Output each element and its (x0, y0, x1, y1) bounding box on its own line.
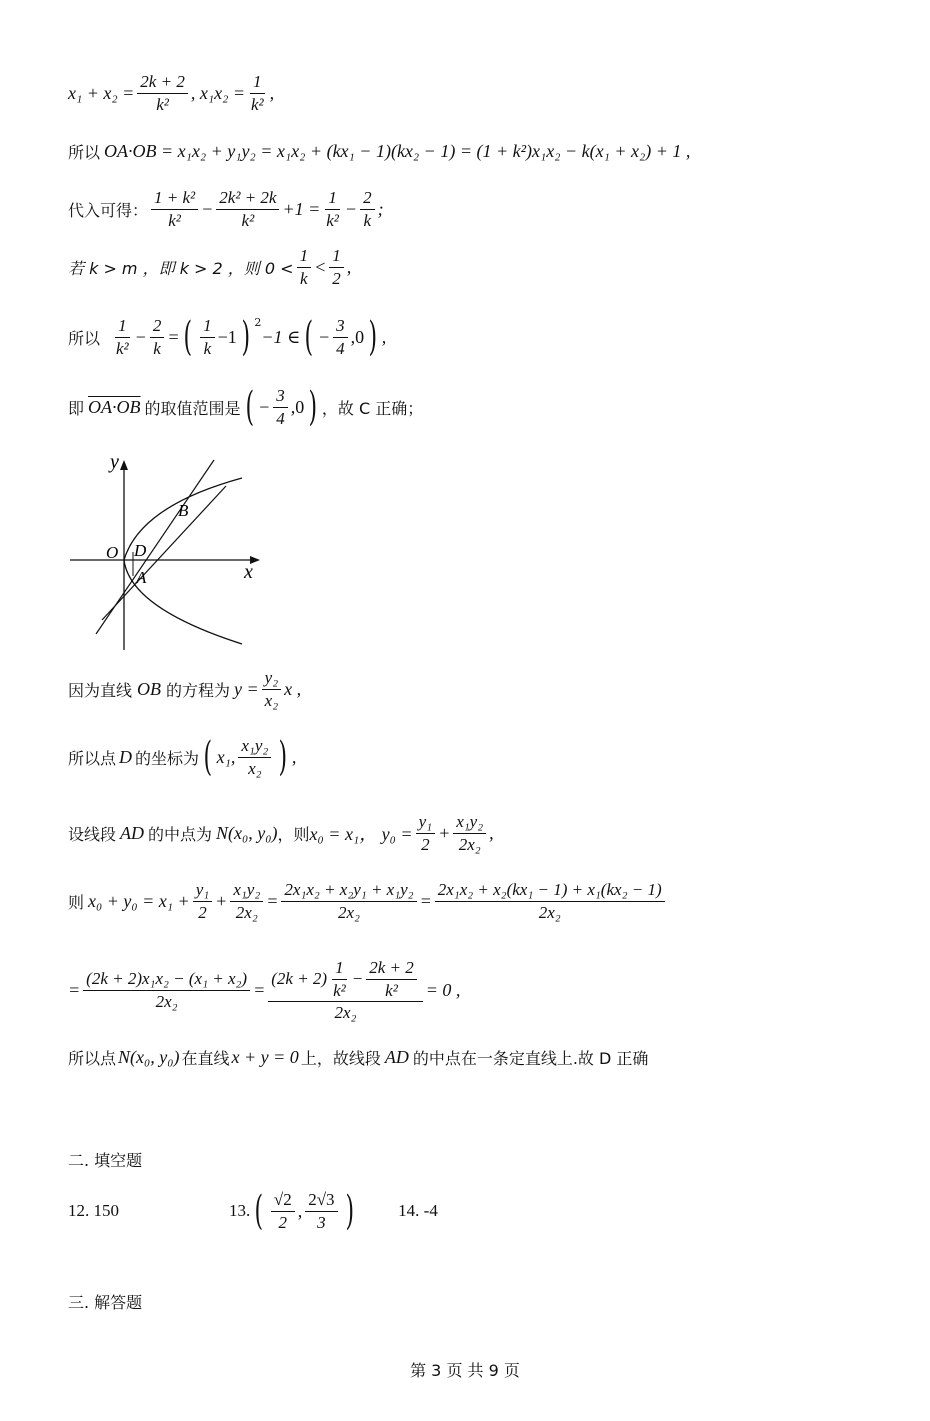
text: 设线段 (68, 824, 117, 844)
fraction: $\frac{2}{k}$ (360, 188, 375, 230)
text: 所以 (68, 328, 101, 348)
label-y: y (110, 451, 119, 473)
answer-12: 12. 150 (68, 1201, 119, 1221)
fraction: $\frac{\text{x₁y₂}}{\text{x₂}}$ (238, 736, 271, 778)
fraction: $\frac{1}{k}$ (297, 246, 312, 288)
fraction: $\frac{3}{4}$ (333, 316, 348, 358)
fraction: $\frac{2√3}{3}$ (305, 1190, 337, 1232)
label-d: D (134, 541, 147, 560)
fraction: $\frac{\text{1 + k²}}{\text{k²}}$ (151, 188, 198, 230)
section-title-fill-blank: 二. 填空题 (68, 1151, 143, 1170)
answer-13-prefix: 13. (229, 1201, 251, 1221)
answer-row: 12. 150 13. ( $\frac{√2}{2}$ , $\frac{2√3}{3}$ ) 14. -4 (68, 1188, 438, 1235)
label-x: x (244, 561, 253, 583)
fraction: $\frac{\text{x₁y₂}}{\text{2x₂}}$ (230, 880, 263, 922)
text: 在直线 (181, 1049, 230, 1068)
text: 则 (68, 892, 85, 912)
formula-text: 若 k > m ，即 k > 2 ，则 0 < (68, 258, 294, 278)
section-title-solve: 三. 解答题 (68, 1293, 143, 1312)
text: 所以点 (68, 748, 117, 768)
text: ，则 (277, 824, 310, 844)
formula-line-8: 所以点 D 的坐标为 ( x₁, $\frac{\text{x₁y₂}}{\text{x₂}}$ ) , (68, 734, 297, 781)
fraction: $\frac{\text{y₁}}{2}$ (193, 880, 212, 922)
fraction: $\frac{1}{\text{k²}}$ (326, 188, 339, 230)
fraction: (2k + 2) $\frac{1}{\text{k²}}$ − $\frac{2k + 2}{\text{k²}}$ 2x₂ (268, 958, 423, 1023)
formula-text: OB (137, 678, 162, 699)
formula-line-5: 所以 $\frac{1}{\text{k²}}$ − $\frac{2}{k}$ = ( $\frac{1}{k}$ −1 ) $^2$ −1 ∈ ( − $\frac{3}{4}$ ,0 ) , (68, 314, 387, 361)
fraction: $\frac{2}{k}$ (150, 316, 165, 358)
text: 的坐标为 (135, 748, 200, 768)
vector-text: OA·OB (88, 396, 141, 417)
formula-line-4: 若 k > m ，即 k > 2 ，则 0 < $\frac{1}{k}$ < $\frac{1}{2}$ , (68, 246, 352, 288)
fraction: $\frac{2k + 2}{\text{k²}}$ (137, 72, 188, 114)
text: 所以 (68, 143, 101, 162)
page-footer: 第 3 页 共 9 页 (410, 1361, 520, 1380)
answer-14: 14. -4 (398, 1201, 438, 1221)
label-o: O (106, 543, 119, 562)
fraction: $\frac{\text{x₁y₂}}{\text{2x₂}}$ (453, 812, 486, 854)
formula-line-6: 即 OA·OB 的取值范围是 ( − $\frac{3}{4}$ ,0 ) ，故 C 正确； (68, 384, 424, 431)
line-ab (102, 486, 226, 620)
label-a: A (136, 568, 147, 587)
text: 的中点在一条定直线上.故 D 正确 (412, 1049, 649, 1068)
parabola-figure (66, 448, 266, 653)
fraction: $\frac{\text{(2k + 2)x₁x₂ − (x₁ + x₂)}}{\text{2x₂}}$ (83, 969, 250, 1011)
text: 的中点为 (148, 824, 213, 844)
formula-line-3: 代入可得： $\frac{\text{1 + k²}}{\text{k²}}$ − $\frac{\text{2k² + 2k}}{\text{k²}}$ +1 = $\frac{1}{\text{k²}}$ − $\frac{2}{k}$ ; (68, 188, 384, 230)
text: ，故 C 正确； (321, 398, 424, 418)
text: 的方程为 (166, 680, 231, 700)
text: 即 (68, 398, 85, 418)
formula-text: OA·OB = x₁x₂ + y₁y₂ = x₁x₂ + (kx₁ − 1)(kx₂ − 1) = (1 + k²)x₁x₂ − k(x₁ + x₂) + 1 , (104, 141, 691, 161)
formula-line-1 (68, 72, 274, 114)
fraction: $\frac{1}{k}$ (200, 316, 215, 358)
fraction: $\frac{1}{\text{k²}}$ (250, 72, 264, 114)
formula-line-9: 设线段 AD 的中点为 N(x₀, y₀) ，则 x₀ = x₁， y₀ = $\frac{\text{y₁}}{2}$ + $\frac{\text{x₁y₂}}{\text{2x₂}}$ , (68, 812, 494, 854)
formula-text: , x₁x₂ = (190, 82, 245, 103)
formula-line-2 (68, 140, 690, 163)
formula-line-10: 则 x₀ + y₀ = x₁ + $\frac{\text{y₁}}{2}$ + $\frac{\text{x₁y₂}}{\text{2x₂}}$ = $\frac{\text{2x₁x₂ + x₂y₁ + x₁y₂}}{\text{2x₂}}$ = $\frac{\text{2x₁x₂ + x₂(kx₁ − 1) + x₁(kx₂ − 1)}}{\text{2x₂}}$ (68, 880, 668, 922)
formula-line-12: 所以点 N(x₀, y₀) 在直线 x + y = 0 上，故线段 AD 的中点在一条定直线上.故 D 正确 (68, 1047, 649, 1068)
fraction: $\frac{\text{2x₁x₂ + x₂(kx₁ − 1) + x₁(kx₂ − 1)}}{\text{2x₂}}$ (435, 880, 665, 922)
label-b: B (178, 501, 189, 520)
fraction: $\frac{√2}{2}$ (271, 1190, 295, 1232)
y-axis-arrow-icon (120, 460, 128, 470)
formula-line-7: 因为直线 OB 的方程为 y = $\frac{\text{y₂}}{\text{x₂}}$ x , (68, 668, 302, 710)
text: 的取值范围是 (144, 398, 241, 418)
formula-text: , (269, 82, 275, 103)
text: 因为直线 (68, 680, 133, 700)
formula-text: x₁ + x₂ = (68, 82, 135, 103)
fraction: $\frac{1}{\text{k²}}$ (116, 316, 129, 358)
fraction: $\frac{\text{2k² + 2k}}{\text{k²}}$ (216, 188, 279, 230)
text: 代入可得： (68, 200, 149, 220)
fraction: $\frac{\text{y₁}}{2}$ (416, 812, 435, 854)
fraction: $\frac{3}{4}$ (273, 386, 288, 428)
text: 所以点 (68, 1049, 117, 1068)
fraction: $\frac{\text{2x₁x₂ + x₂y₁ + x₁y₂}}{\text{2x₂}}$ (281, 880, 416, 922)
fraction: $\frac{1}{2}$ (329, 246, 344, 288)
text: 上，故线段 (300, 1049, 381, 1068)
fraction: $\frac{\text{y₂}}{\text{x₂}}$ (262, 668, 281, 710)
formula-line-11: = $\frac{\text{(2k + 2)x₁x₂ − (x₁ + x₂)}}{\text{2x₂}}$ = (2k + 2) $\frac{1}{\text{k²}}$ − $\frac{2k + 2}{\text{k²}}$ 2x₂ = 0 , (68, 958, 461, 1023)
